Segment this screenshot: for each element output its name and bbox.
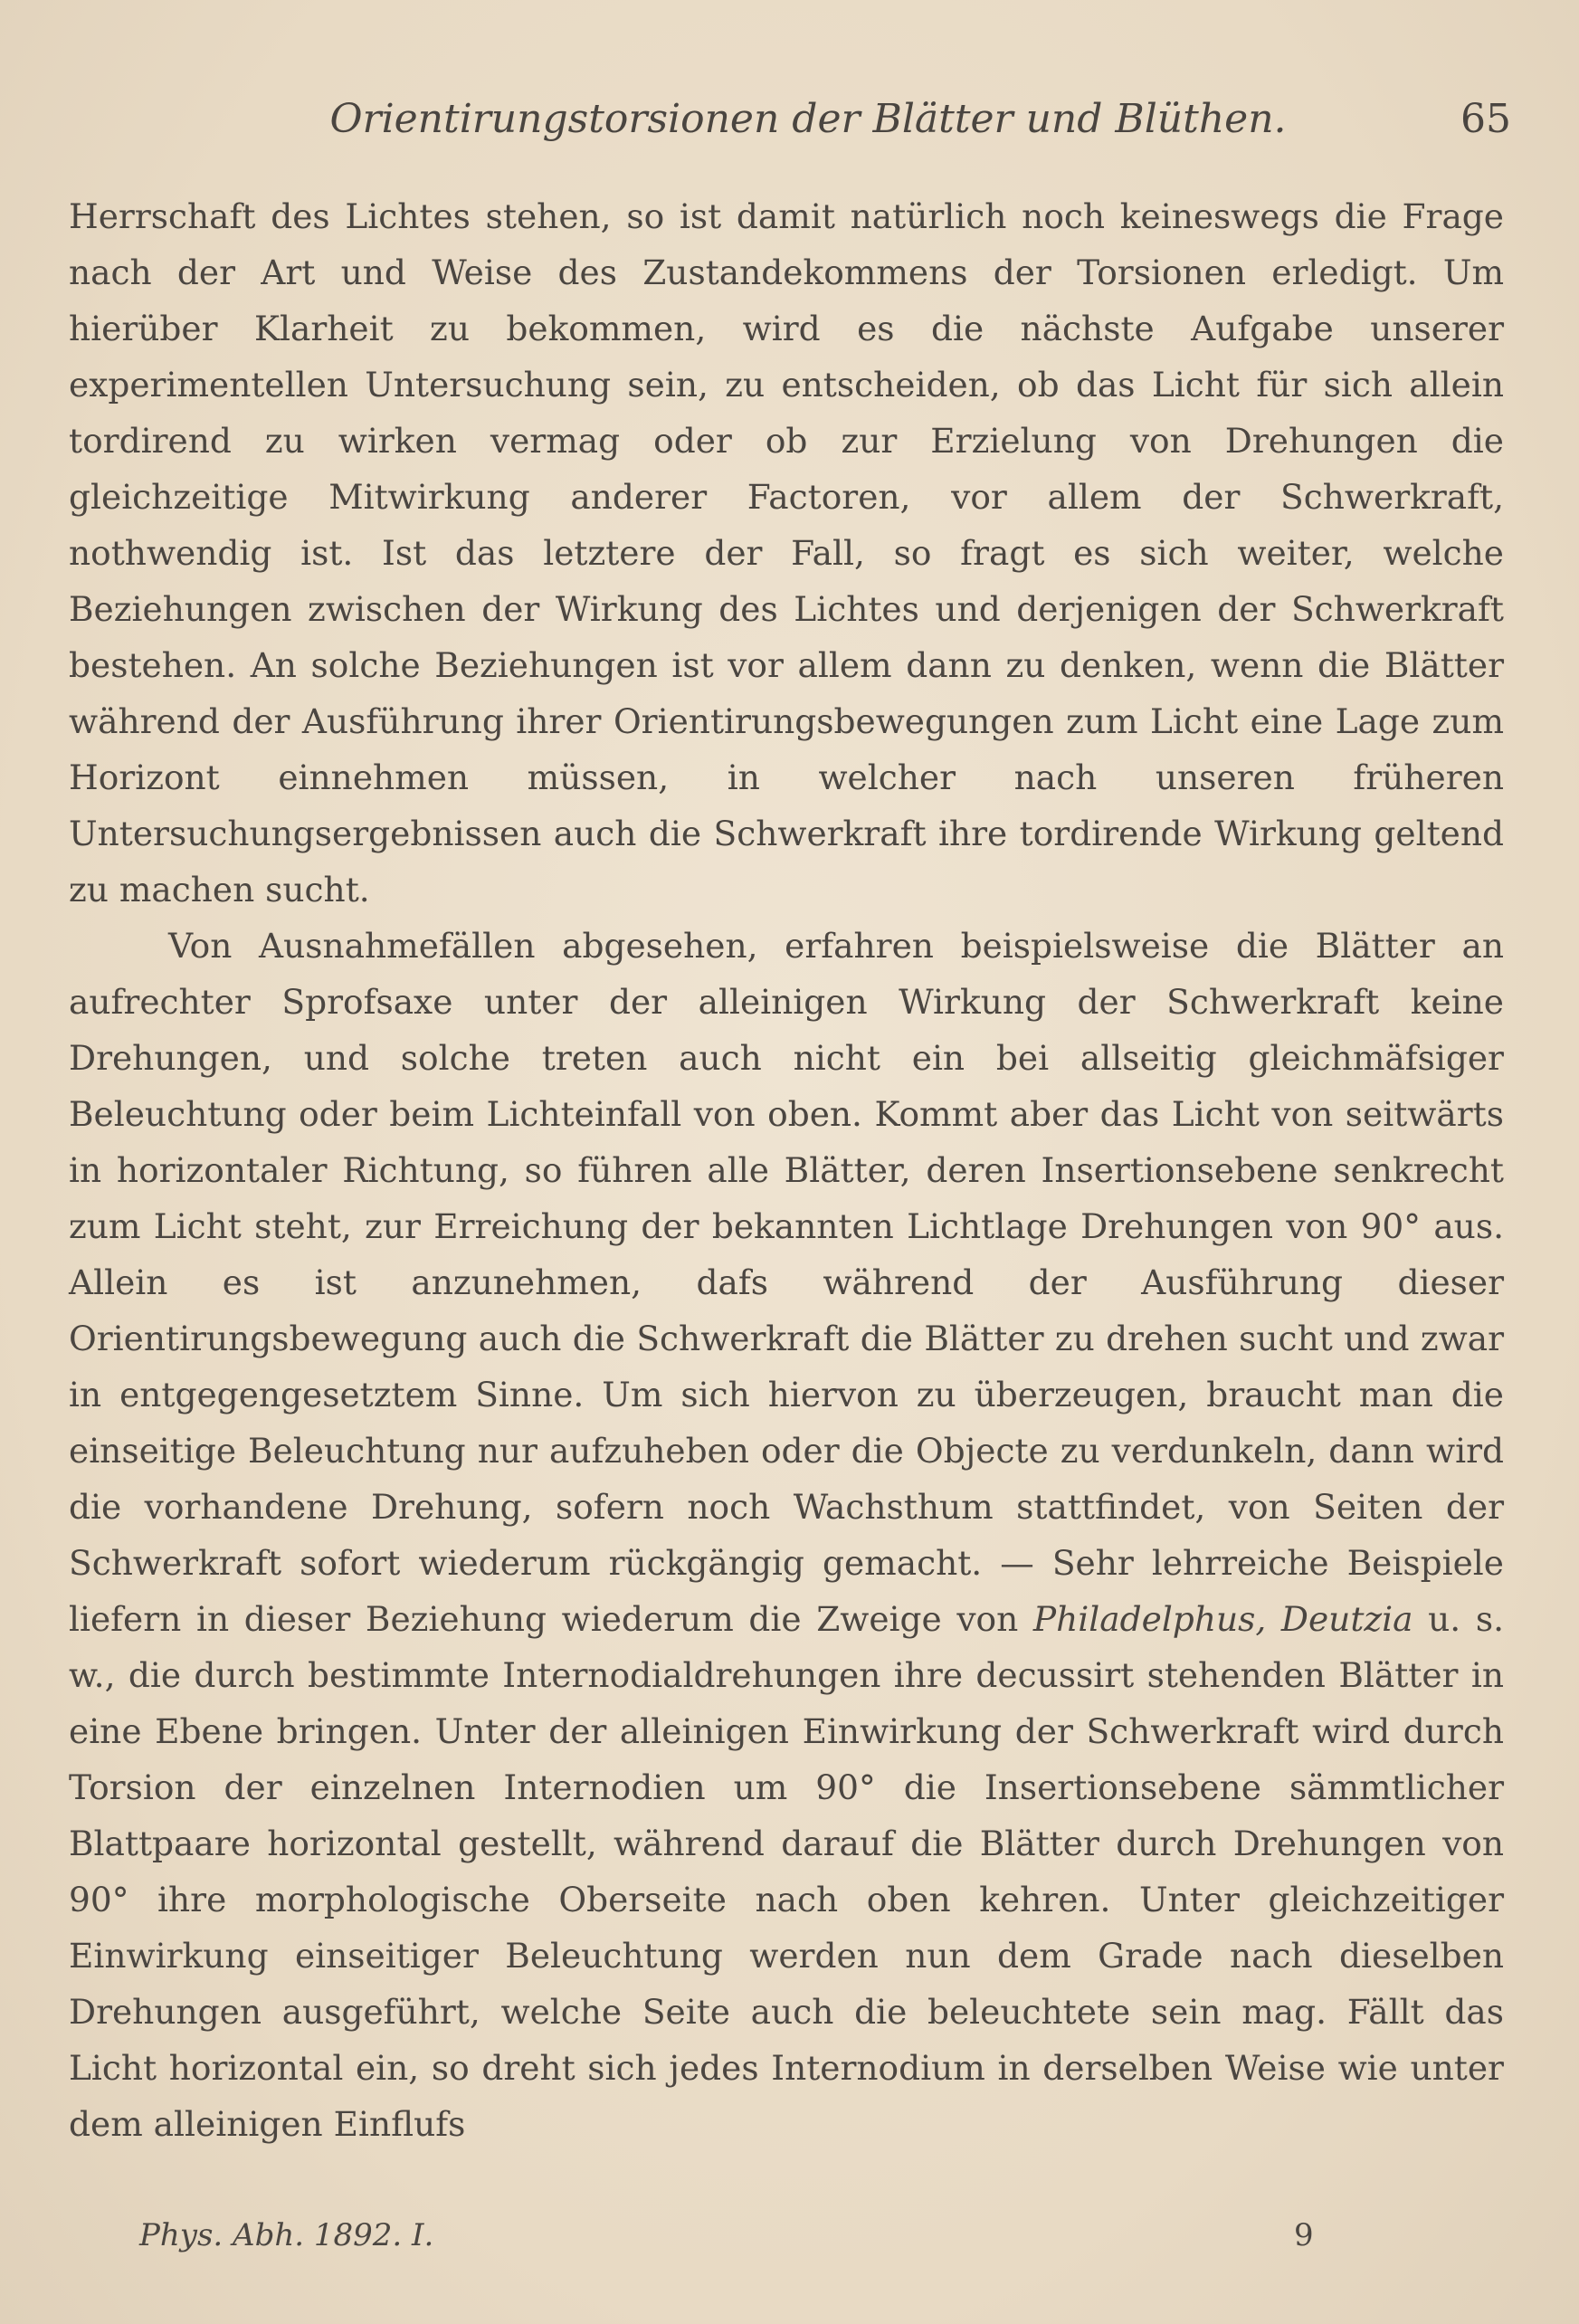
page-footer bbox=[139, 2208, 1316, 2262]
running-header bbox=[69, 87, 1511, 152]
paragraph-2 bbox=[69, 918, 1504, 2152]
running-title: Orientirungstorsionen der Blätter und Blüthen. bbox=[329, 96, 1287, 142]
genus-deutzia: Deutzia bbox=[1280, 1599, 1413, 1639]
paragraph-2-text-after: u. s. w., die durch bestimmte Internodialdrehungen ihre decussirt stehenden Blätter in eine Ebene bringen. Unter der alleinigen Einwirkung der Schwerkraft wird durch Torsion der einzelnen Internodien um 90° die Insertionsebene sämmtlicher Blattpaare horizontal gestellt, während darauf die Blätter durch Drehungen von 90° ihre morphologische Oberseite nach oben kehren. Unter gleichzeitiger Einwirkung einseitiger Beleuchtung werden nun dem Grade nach dieselben Drehungen ausgeführt, welche Seite auch die beleuchtete sein mag. Fällt das Licht horizontal ein, so dreht sich jedes Internodium in derselben Weise wie unter dem alleinigen Einflufs bbox=[69, 1599, 1504, 2144]
sheet-number: 9 bbox=[1294, 2217, 1314, 2253]
publication-reference: Phys. Abh. 1892. I. bbox=[139, 2217, 434, 2253]
body-text bbox=[69, 188, 1504, 2152]
page-number: 65 bbox=[1460, 96, 1511, 142]
paragraph-2-text-before: Von Ausnahmefällen abgesehen, erfahren beispielsweise die Blätter an aufrechter Sprofsaxe unter der alleinigen Wirkung der Schwerkraft keine Drehungen, und solche treten auch nicht ein bei allseitig gleichmäfsiger Beleuchtung oder beim Lichteinfall von oben. Kommt aber das Licht von seitwärts in horizontaler Richtung, so führen alle Blätter, deren Insertionsebene senkrecht zum Licht steht, zur Erreichung der bekannten Lichtlage Drehungen von 90° aus. Allein es ist anzunehmen, dafs während der Ausführung dieser Orientirungsbewegung auch die Schwerkraft die Blätter zu drehen sucht und zwar in entgegengesetztem Sinne. Um sich hiervon zu überzeugen, braucht man die einseitige Beleuchtung nur aufzuheben oder die Objecte zu verdunkeln, dann wird die vorhandene Drehung, sofern noch Wachsthum stattfindet, von Seiten der Schwerkraft sofort wiederum rückgängig gemacht. — Sehr lehrreiche Beispiele liefern in dieser Beziehung wiederum die Zweige von bbox=[69, 926, 1504, 1639]
paragraph-1: Herrschaft des Lichtes stehen, so ist damit natürlich noch keineswegs die Frage nach der Art und Weise des Zustandekommens der Torsionen erledigt. Um hierüber Klarheit zu bekommen, wird es die nächste Aufgabe unserer experimentellen Untersuchung sein, zu entscheiden, ob das Licht für sich allein tordirend zu wirken vermag oder ob zur Erzielung von Drehungen die gleichzeitige Mitwirkung anderer Factoren, vor allem der Schwerkraft, nothwendig ist. Ist das letztere der Fall, so fragt es sich weiter, welche Beziehungen zwischen der Wirkung des Lichtes und derjenigen der Schwerkraft bestehen. An solche Beziehungen ist vor allem dann zu denken, wenn die Blätter während der Ausführung ihrer Orientirungsbewegungen zum Licht eine Lage zum Horizont einnehmen müssen, in welcher nach unseren früheren Untersuchungsergebnissen auch die Schwerkraft ihre tordirende Wirkung geltend zu machen sucht. bbox=[69, 196, 1504, 910]
genus-philadelphus: Philadelphus, bbox=[1032, 1599, 1267, 1639]
